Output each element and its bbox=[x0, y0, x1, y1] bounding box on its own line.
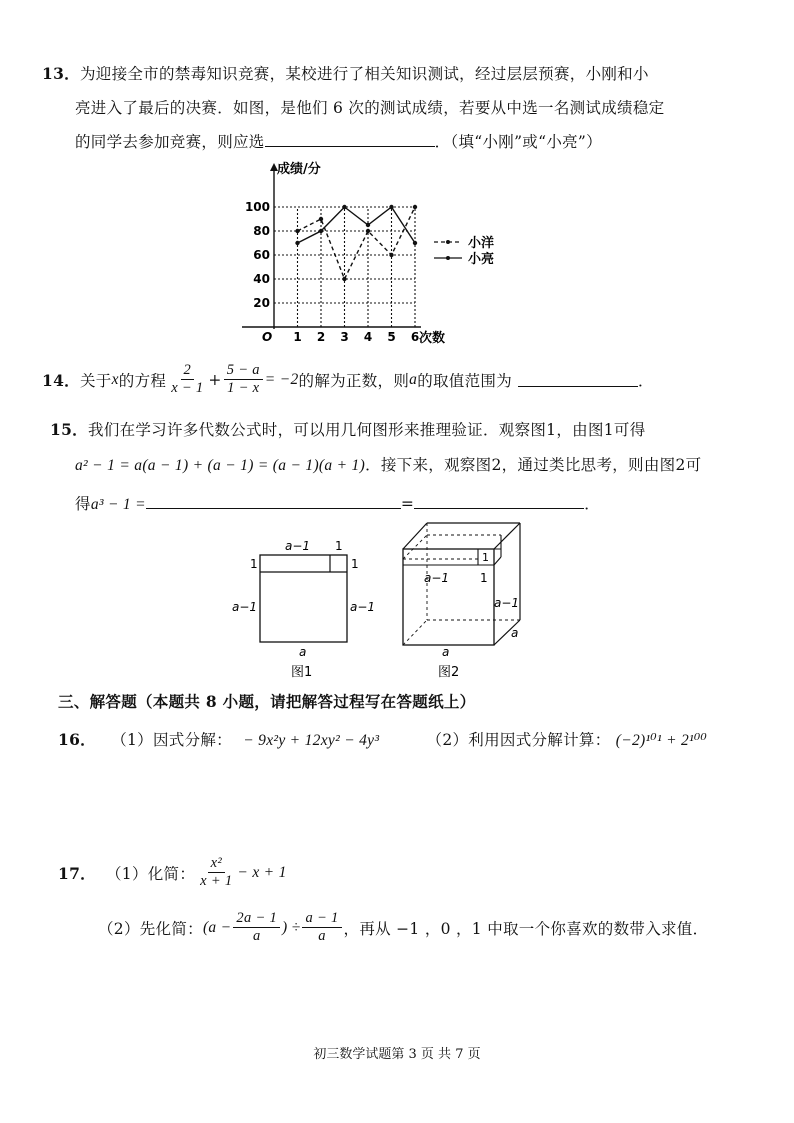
legend-marker-1 bbox=[446, 240, 450, 244]
q14-fraction-1 bbox=[168, 362, 206, 397]
q13-text-3a: 的同学去参加竞赛，则应选 bbox=[75, 133, 265, 151]
q17-p2-num2: a − 1 bbox=[302, 910, 341, 928]
q14-plus: + bbox=[208, 370, 222, 389]
legend-marker-2 bbox=[446, 256, 450, 260]
chart-grid bbox=[274, 207, 415, 327]
series-1-point-3 bbox=[342, 277, 346, 281]
q17-part2-label: （2）先化简： bbox=[98, 919, 203, 938]
x-tick-1: 1 bbox=[293, 330, 302, 344]
y-tick-20: 20 bbox=[253, 296, 270, 310]
y-axis-title: 成绩/分 bbox=[277, 162, 321, 177]
q13-answer-blank[interactable] bbox=[265, 132, 435, 147]
q17-p2-den1: a bbox=[252, 928, 261, 944]
figure-1 bbox=[225, 533, 385, 683]
chart-legend bbox=[434, 235, 494, 267]
fig1-top-label: a−1 bbox=[285, 539, 311, 553]
q14-frac1-num: 2 bbox=[181, 362, 195, 380]
q17-line1 bbox=[58, 855, 287, 890]
q17-p1-num: x² bbox=[208, 855, 225, 873]
fig2-inner-top-1: 1 bbox=[482, 551, 489, 564]
fig2-caption: 图2 bbox=[438, 665, 460, 680]
x-tick-3: 3 bbox=[340, 330, 349, 344]
series-1-point-4 bbox=[366, 229, 370, 233]
fig2-side-label: a bbox=[511, 626, 519, 640]
series-2-point-1 bbox=[295, 241, 299, 245]
q16-number: 16． bbox=[58, 730, 96, 749]
q17-number: 17． bbox=[58, 863, 96, 883]
fig2-bottom-label: a bbox=[442, 645, 450, 659]
q14-number: 14． bbox=[42, 370, 80, 390]
q15-text-2: ．接下来，观察图2，通过类比思考，则由图2可 bbox=[365, 456, 702, 474]
q14-fraction-2 bbox=[224, 362, 263, 397]
q17-p2-num1: 2a − 1 bbox=[233, 910, 280, 928]
x-tick-5: 5 bbox=[387, 330, 396, 344]
page-footer: 初三数学试题第 3 页 共 7 页 bbox=[313, 1047, 481, 1062]
q14-end: ． bbox=[638, 371, 654, 390]
q16-part2-label: （2）利用因式分解计算： bbox=[426, 731, 611, 749]
figure-2 bbox=[398, 517, 538, 683]
chart-series bbox=[295, 205, 417, 281]
q15-line3 bbox=[75, 492, 600, 514]
q17-fraction-1 bbox=[197, 855, 235, 890]
fig1-left-label: a−1 bbox=[232, 600, 258, 614]
q16-part2-expr: (−2)¹⁰¹ + 2¹⁰⁰ bbox=[615, 732, 708, 749]
fig1-left-small: 1 bbox=[250, 557, 258, 571]
x-axis-title: 次数 bbox=[419, 331, 446, 346]
q15-number: 15． bbox=[50, 420, 88, 439]
y-tick-60: 60 bbox=[253, 248, 270, 262]
legend-label-1: 小洋 bbox=[468, 236, 495, 251]
q16-line bbox=[58, 728, 707, 750]
q17-part1-label: （1）化简： bbox=[105, 864, 196, 883]
score-chart bbox=[232, 155, 532, 350]
q17-p2-open: (a − bbox=[202, 918, 232, 936]
q15-line1 bbox=[50, 418, 646, 440]
q15-eq: = bbox=[400, 495, 415, 513]
q15-expr: a³ − 1 = bbox=[90, 496, 146, 513]
q13-text-3b: ．（填“小刚”或“小亮”） bbox=[434, 133, 602, 151]
q17-p1-tail: − x + 1 bbox=[237, 863, 287, 881]
q17-p2-tail: ，再从 −1 ，0 ，1 中取一个你喜欢的数带入求值． bbox=[343, 919, 709, 938]
q15-end: ． bbox=[584, 495, 601, 513]
series-2-point-2 bbox=[319, 229, 323, 233]
series-2-point-4 bbox=[366, 223, 370, 227]
q15-answer-blank-2[interactable] bbox=[414, 494, 584, 509]
series-line-1 bbox=[298, 207, 416, 279]
q16-part1-label: （1）因式分解： bbox=[111, 731, 232, 749]
series-2-point-3 bbox=[342, 205, 346, 209]
fig1-top-right-label: 1 bbox=[335, 539, 343, 553]
series-1-point-6 bbox=[413, 205, 417, 209]
q17-p2-den2: a bbox=[318, 928, 326, 944]
q14-frac1-den: x − 1 bbox=[171, 380, 204, 396]
q14-text-c: 的解为正数，则 bbox=[298, 371, 410, 390]
x-tick-2: 2 bbox=[316, 330, 326, 344]
q13-text-1: 为迎接全市的禁毒知识竞赛，某校进行了相关知识测试，经过层层预赛，小刚和小 bbox=[79, 65, 649, 83]
fig1-square bbox=[260, 555, 347, 642]
q13-line2: 亮进入了最后的决赛．如图，是他们 6 次的测试成绩，若要从中选一名测试成绩稳定 bbox=[75, 99, 665, 117]
section3-title: 三、解答题（本题共 8 小题，请把解答过程写在答题纸上） bbox=[58, 692, 476, 711]
q15-line2 bbox=[75, 453, 701, 475]
series-1-point-5 bbox=[389, 253, 393, 257]
q14-answer-blank[interactable] bbox=[518, 372, 638, 387]
q14-frac2-num: 5 − a bbox=[224, 362, 263, 380]
fig1-right-label: a−1 bbox=[350, 600, 376, 614]
q17-p2-close: ) ÷ bbox=[282, 918, 301, 936]
series-line-2 bbox=[298, 207, 416, 243]
series-1-point-1 bbox=[295, 229, 299, 233]
q14-var-a: a bbox=[409, 370, 418, 388]
q17-line2 bbox=[98, 910, 708, 945]
fig1-bottom-label: a bbox=[299, 645, 307, 659]
fig1-right-small: 1 bbox=[351, 557, 359, 571]
q17-fraction-3 bbox=[302, 910, 341, 945]
q15-formula: a² − 1 = a(a − 1) + (a − 1) = (a − 1)(a + 1) bbox=[75, 457, 366, 474]
q16-part1-expr: − 9x²y + 12xy² − 4y³ bbox=[243, 732, 380, 749]
x-tick-6: 6 bbox=[410, 330, 420, 344]
y-tick-80: 80 bbox=[253, 224, 270, 238]
fig2-inner-label-a: a−1 bbox=[424, 571, 450, 585]
q14-text-d: 的取值范围为 bbox=[417, 371, 512, 390]
q14-equals: = −2 bbox=[264, 370, 299, 388]
y-tick-100: 100 bbox=[244, 200, 270, 214]
q14-line bbox=[42, 362, 654, 397]
y-tick-40: 40 bbox=[253, 272, 270, 286]
q14-var-x: x bbox=[111, 370, 119, 388]
q13-line3 bbox=[75, 130, 602, 152]
fig2-inner-label-1: 1 bbox=[480, 571, 488, 585]
series-1-point-2 bbox=[319, 217, 323, 221]
origin-label: O bbox=[262, 330, 273, 344]
q13-number: 13． bbox=[42, 64, 80, 83]
q15-text-1: 我们在学习许多代数公式时，可以用几何图形来推理验证．观察图1，由图1可得 bbox=[87, 421, 646, 439]
fig2-right-label: a−1 bbox=[494, 596, 520, 610]
legend-label-2: 小亮 bbox=[468, 252, 495, 267]
q17-fraction-2 bbox=[233, 910, 280, 945]
q14-text-a: 关于 bbox=[79, 371, 112, 390]
q13-line1 bbox=[42, 62, 649, 84]
q14-text-b: 的方程 bbox=[118, 371, 167, 390]
q14-frac2-den: 1 − x bbox=[227, 380, 260, 396]
fig1-caption: 图1 bbox=[291, 665, 313, 680]
series-2-point-6 bbox=[413, 241, 417, 245]
series-2-point-5 bbox=[389, 205, 393, 209]
x-tick-4: 4 bbox=[363, 330, 373, 344]
q17-p1-den: x + 1 bbox=[200, 873, 233, 889]
q15-answer-blank-1[interactable] bbox=[146, 494, 401, 509]
q15-text-3a: 得 bbox=[75, 495, 91, 513]
